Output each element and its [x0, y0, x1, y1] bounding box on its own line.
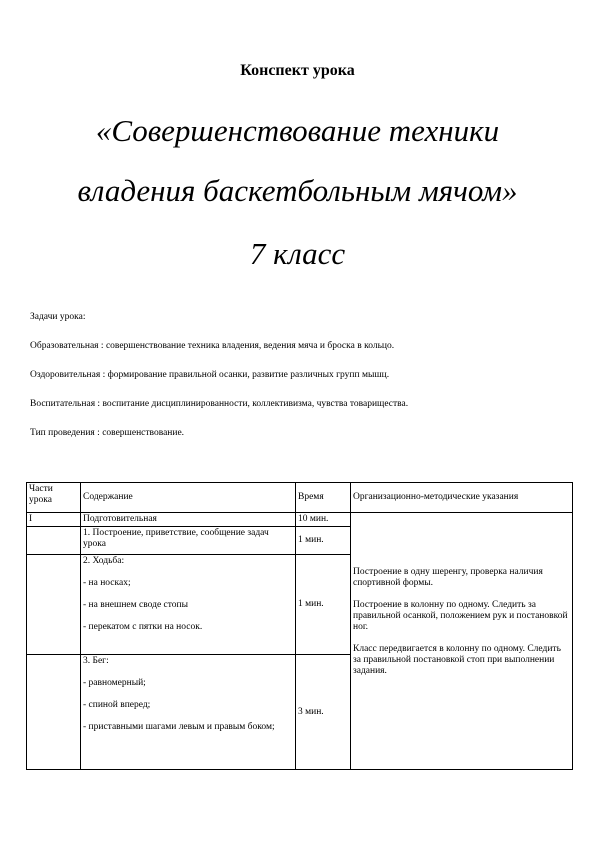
row-content-title: 2. Ходьба:: [83, 556, 125, 566]
document-header: Конспект урока: [240, 62, 355, 79]
note-item: Построение в одну шеренгу, проверка наличия спортивной формы.: [353, 567, 543, 588]
row-part: I: [27, 513, 81, 527]
methodical-notes: [351, 513, 573, 770]
row-part: [27, 527, 81, 555]
header-part: Части урока: [27, 483, 81, 513]
lesson-tasks: [30, 312, 570, 457]
row-content: 1. Построение, приветствие, сообщение задач урока: [81, 527, 296, 555]
row-content-item: - приставными шагами левым и правым боком;: [83, 722, 275, 732]
task-educational: Образовательная : совершенствование техника владения, ведения мяча и броска в кольцо.: [30, 341, 395, 351]
row-content-item: - равномерный;: [83, 678, 146, 688]
title-line-1: «Совершенствование техники: [95, 113, 500, 148]
lesson-type: Тип проведения : совершенствование.: [30, 428, 185, 438]
row-part: [27, 555, 81, 655]
header-notes: Организационно-методические указания: [351, 483, 573, 513]
note-item: Класс передвигается в колонну по одному. Следить за правильной постановкой стоп при выполнении задания.: [353, 644, 561, 676]
row-part: [27, 655, 81, 770]
tasks-heading: Задачи урока:: [30, 312, 86, 322]
task-upbringing: Воспитательная : воспитание дисциплинированности, коллективизма, чувства товарищества.: [30, 399, 409, 409]
table-header-row: [27, 483, 573, 513]
row-content: Подготовительная: [81, 513, 296, 527]
row-time: 1 мин.: [296, 555, 351, 655]
title-line-2: владения баскетбольным мячом»: [77, 173, 518, 208]
note-item: Построение в колонну по одному. Следить за правильной осанкой, положением рук и постановкой ног.: [353, 600, 568, 632]
row-content-item: - на внешнем своде стопы: [83, 600, 189, 610]
row-time: 1 мин.: [296, 527, 351, 555]
row-content-item: - спиной вперед;: [83, 700, 151, 710]
row-content: [81, 555, 296, 655]
table-row: [27, 513, 573, 527]
row-content-item: - перекатом с пятки на носок.: [83, 622, 203, 632]
title-grade: 7 класс: [249, 236, 346, 271]
header-content: Содержание: [81, 483, 296, 513]
row-content-title: 3. Бег:: [83, 656, 109, 666]
row-time: 3 мин.: [296, 655, 351, 770]
task-health: Оздоровительная : формирование правильной осанки, развитие различных групп мышц.: [30, 370, 390, 380]
header-time: Время: [296, 483, 351, 513]
row-content-item: - на носках;: [83, 578, 131, 588]
lesson-plan-table: [26, 482, 573, 770]
row-time: 10 мин.: [296, 513, 351, 527]
row-content: [81, 655, 296, 770]
